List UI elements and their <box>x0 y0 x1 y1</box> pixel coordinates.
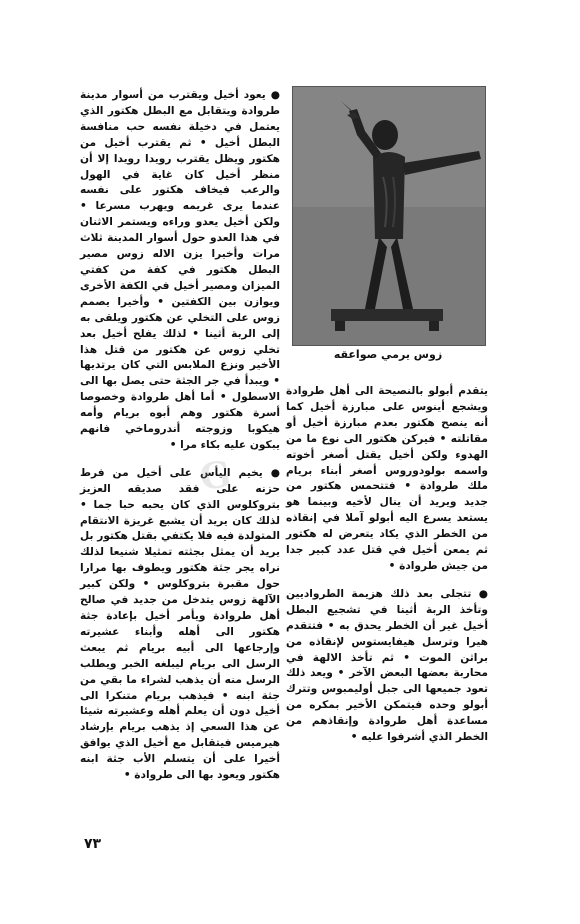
zeus-statue-image <box>293 87 485 345</box>
paragraph: يتقدم أبولو بالنصيحة الى أهل طروادة ويشجع أينوس على مبارزة أخيل كما أنه ينصح هكتور بعدم مبارزة أخيل أو مقاتلته • فيركن هكتور الى نوع ما من الهدوء ولكن أخيل يقتل أصغر أخوته واسمه بولودوروس أصغر أبناء بريام ملك طروادة • فتتحمس هكتور من جديد ويريد أن ينال لأخيه وبينما هو يستعد يسرع اليه أبولو آملا في إنقاذه من الخطر الذي يكاد يتعرض له هكتور ثم يمعن أخيل في قتل عدد كبير جدا من جيش طروادة • <box>286 385 488 572</box>
paragraph: ● تتجلى بعد ذلك هزيمة الطرواديين وتأخذ الربة أثينا في تشجيع البطل أخيل غير أن الخطر يحدق به • فتتقدم هيرا وترسل هيفايستوس لإنقاذه من براثن الموت • ثم تأخذ الالهة في محاربة بعضها البعض الآخر • ويعد ذلك تعود جميعها الى جبل أوليمبوس وتترك أبولو وحده فيتمكن الأخير بمكره من مساعدة أهل طروادة وإنقاذهم من الخطر الذي أشرفوا عليه • <box>286 587 488 744</box>
paragraph: ● يعود أخيل ويقترب من أسوار مدينة طروادة ويتقابل مع البطل هكتور الذي يعتمل في دخيلة نفسه حب منافسة البطل أخيل • ثم يقترب أخيل من هكتور ويظل يقترب رويدا رويدا إلا أن منظر أخيل كان غاية في الهول والرعب فيخاف هكتور على نفسه عندما يرى غريمه ويهرب مسرعا • ولكن أخيل يعدو وراءه ويستمر الاثنان في هذا العدو حول أسوار المدينة ثلاث مرات وأخيرا يزن الاله زوس مصير البطل هكتور في كفة من كفتي الميزان ومصير أخيل في الكفة الأخرى ويوازن بين الكفتين • وأخيرا يصمم زوس على التخلي عن هكتور ويلقى به إلى الربة أثينا • لذلك يفلح أخيل بعد تخلي زوس عن هكتور من قتل هذا الأخير ونزع الملابس التي كان يرتديها • ويبدأ في جر الجثة حتى يصل بها الى الاسطول • أما أهل طروادة وخصوصا أسرة هكتور وهم أبوه بريام وأمه هيكوبا وزوجته أندروماخي فانهم يبكون عليه بكاء مرا • <box>80 89 280 451</box>
left-text-column <box>80 88 280 788</box>
statue-photo <box>292 86 486 346</box>
figure-caption: زوس يرمي صواعقه <box>333 348 443 361</box>
watermark: G <box>197 453 234 499</box>
page-number: ٧٣ <box>84 836 102 852</box>
paragraph: ● يخيم اليأس على أخيل من فرط حزنه على فقد صديقه العزيز بتروكلوس الذي كان يحبه حبا جما • لذلك كان يريد أن يشبع غريزة الانتقام المتولدة فيه فلا يكتفي بقتل هكتور بل يريد أن يمثل بجثته تمثيلا شنيعا لذلك نراه يجر جثة هكتور ويطوف بها مرارا حول مقبرة بتروكلوس • ولكن كبير الآلهة زوس يتدخل من جديد في صالح أهل طروادة ويأمر أخيل بإعادة جثة هكتور الى أهله وأبناء عشيرته وإرجاعها الى أبيه بريام ثم يبعث الرسل الى بريام ليبلغه الخبر ويطلب الرسل منه أن يذهب لشراء ما بقي من جثة ابنه • فيذهب بريام متنكرا الى أخيل دون أن يعلم أهله وعشيرته شيئا عن هذا السعي إذ يذهب بريام بإرشاد هيرميس فيتقابل مع أخيل الذي يوافق أخيرا على أن يتسلم الأب جثة ابنه هكتور ويعود بها الى طروادة • <box>80 466 280 782</box>
right-text-column <box>286 384 488 744</box>
